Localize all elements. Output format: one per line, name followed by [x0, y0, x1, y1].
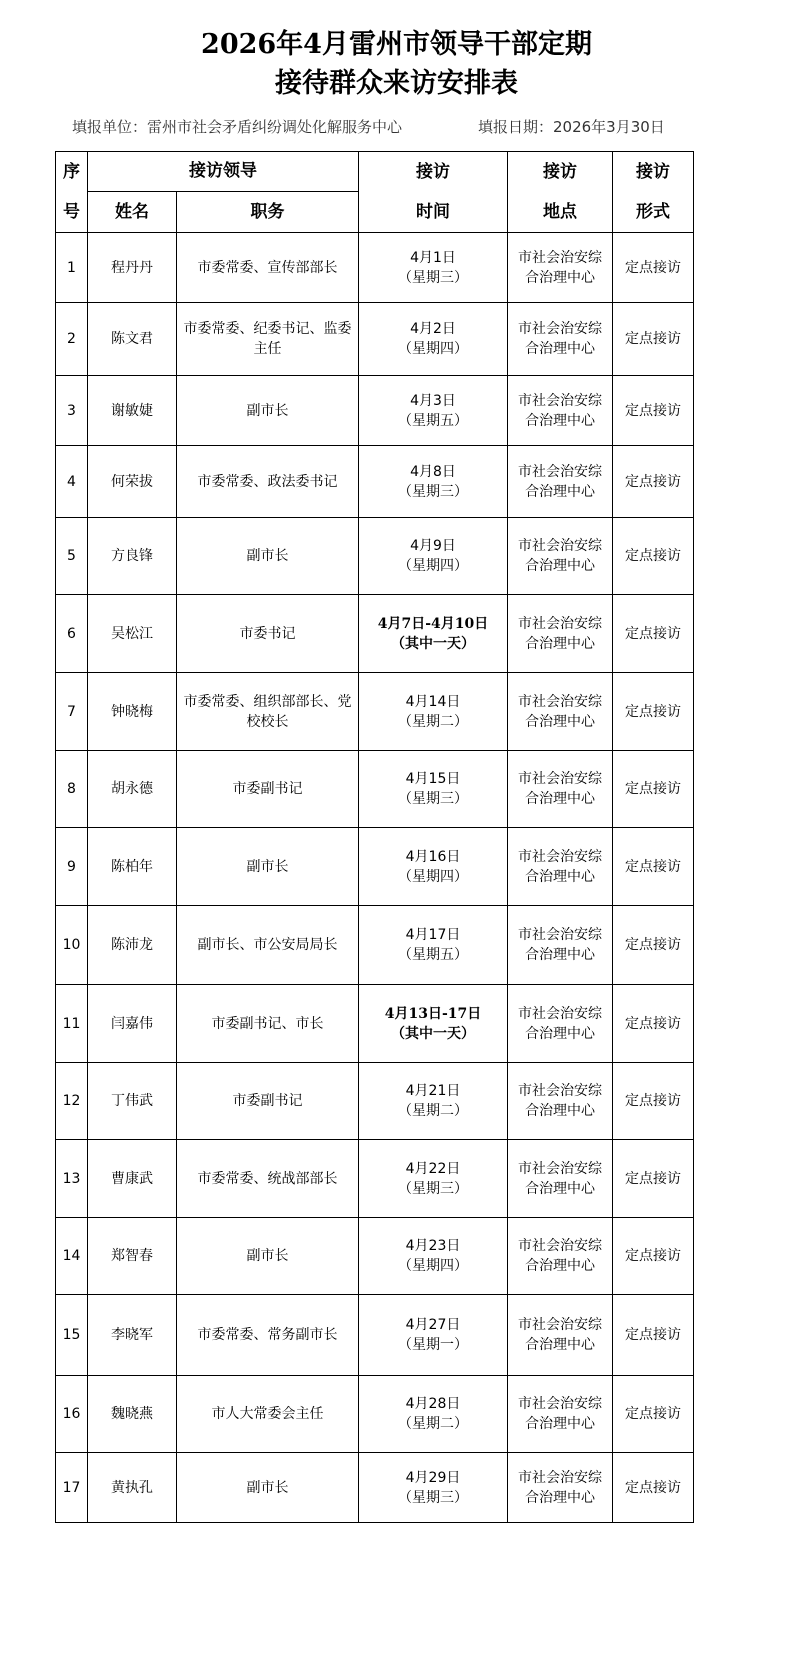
- leader-name: 陈柏年: [88, 828, 177, 906]
- reception-time: [359, 518, 508, 595]
- reception-place: 市社会治安综合治理中心: [508, 985, 613, 1063]
- reception-time: [359, 303, 508, 376]
- row-number: 10: [56, 906, 88, 985]
- leader-name: 胡永德: [88, 751, 177, 828]
- reception-place: 市社会治安综合治理中心: [508, 1453, 613, 1523]
- reception-place: 市社会治安综合治理中心: [508, 1140, 613, 1218]
- row-number: 11: [56, 985, 88, 1063]
- row-number: 1: [56, 233, 88, 303]
- reception-date: 4月15日: [405, 771, 461, 787]
- table-row: [56, 673, 694, 751]
- reception-date: 4月21日: [405, 1083, 461, 1099]
- leader-position: 市委常委、纪委书记、监委主任: [177, 303, 359, 376]
- leader-position: 副市长: [177, 1218, 359, 1295]
- table-row: [56, 1063, 694, 1140]
- leader-position: 市委书记: [177, 595, 359, 673]
- reception-form: 定点接访: [613, 1063, 694, 1140]
- reception-schedule-table: [55, 151, 694, 1523]
- row-number: 9: [56, 828, 88, 906]
- leader-name: 闫嘉伟: [88, 985, 177, 1063]
- reception-time: [359, 1218, 508, 1295]
- leader-name: 陈文君: [88, 303, 177, 376]
- header-time-bottom: 时间: [416, 202, 450, 222]
- reception-date: 4月3日: [410, 392, 456, 409]
- header-position: 职务: [177, 191, 359, 232]
- reception-day: （星期三）: [398, 483, 468, 500]
- reception-day: （星期四）: [398, 868, 468, 885]
- reception-day: （星期四）: [398, 1258, 468, 1274]
- header-seq: [56, 152, 88, 233]
- reception-place: 市社会治安综合治理中心: [508, 1218, 613, 1295]
- header-place-top: 接访: [543, 162, 577, 182]
- header-form-top: 接访: [636, 162, 670, 182]
- reception-form: 定点接访: [613, 1140, 694, 1218]
- table-row: [56, 906, 694, 985]
- leader-name: 郑智春: [88, 1218, 177, 1295]
- row-number: 2: [56, 303, 88, 376]
- reception-time: [359, 376, 508, 446]
- leader-position: 市委常委、宣传部部长: [177, 233, 359, 303]
- leader-name: 程丹丹: [88, 233, 177, 303]
- reception-time: [359, 1063, 508, 1140]
- reception-day: （星期五）: [398, 947, 468, 963]
- reception-day: （星期三）: [398, 791, 468, 807]
- leader-position: 副市长、市公安局局长: [177, 906, 359, 985]
- leader-position: 市委副书记、市长: [177, 985, 359, 1063]
- reception-date: 4月23日: [405, 1238, 461, 1254]
- reception-time: [359, 233, 508, 303]
- leader-position: 副市长: [177, 376, 359, 446]
- table-row: [56, 1453, 694, 1523]
- row-number: 6: [56, 595, 88, 673]
- leader-name: 黄执孔: [88, 1453, 177, 1523]
- reception-day: （星期五）: [398, 412, 468, 429]
- table-row: [56, 518, 694, 595]
- table-row: [56, 1376, 694, 1453]
- reception-time: [359, 906, 508, 985]
- table-body: [56, 233, 694, 1523]
- reception-date: 4月8日: [410, 463, 456, 480]
- row-number: 8: [56, 751, 88, 828]
- reception-day: （星期四）: [398, 558, 468, 574]
- reception-form: 定点接访: [613, 446, 694, 518]
- row-number: 4: [56, 446, 88, 518]
- reception-date: 4月7日-4月10日: [377, 615, 489, 632]
- reception-time: [359, 595, 508, 673]
- reception-form: 定点接访: [613, 751, 694, 828]
- table-row: [56, 376, 694, 446]
- reception-date: 4月9日: [410, 538, 456, 554]
- reception-form: 定点接访: [613, 1218, 694, 1295]
- reception-day: （星期三）: [398, 1489, 468, 1506]
- table-row: [56, 828, 694, 906]
- table-row: [56, 595, 694, 673]
- table-row: [56, 751, 694, 828]
- document-title-line-2: 接待群众来访安排表: [275, 68, 518, 99]
- header-seq-top: 序: [63, 162, 80, 182]
- reception-time: [359, 828, 508, 906]
- table-row: [56, 1140, 694, 1218]
- reception-day: （星期三）: [398, 269, 468, 286]
- header-leader-group: 接访领导: [88, 152, 359, 192]
- reception-date: 4月28日: [405, 1396, 461, 1412]
- table-row: [56, 303, 694, 376]
- reception-form: 定点接访: [613, 906, 694, 985]
- reception-place: 市社会治安综合治理中心: [508, 906, 613, 985]
- table-row: [56, 1295, 694, 1376]
- row-number: 5: [56, 518, 88, 595]
- leader-position: 市委常委、统战部部长: [177, 1140, 359, 1218]
- reception-time: [359, 1376, 508, 1453]
- reception-form: 定点接访: [613, 1295, 694, 1376]
- filing-date: 填报日期：2026年3月30日: [478, 118, 665, 136]
- row-number: 13: [56, 1140, 88, 1218]
- reception-place: 市社会治安综合治理中心: [508, 446, 613, 518]
- reception-day: （其中一天）: [391, 1025, 475, 1042]
- document-title-line-1: 2026年4月雷州市领导干部定期: [201, 29, 592, 60]
- reception-place: 市社会治安综合治理中心: [508, 233, 613, 303]
- reception-place: 市社会治安综合治理中心: [508, 828, 613, 906]
- leader-position: 市委副书记: [177, 751, 359, 828]
- reception-time: [359, 673, 508, 751]
- reception-time: [359, 985, 508, 1063]
- table-row: [56, 233, 694, 303]
- row-number: 16: [56, 1376, 88, 1453]
- reception-place: 市社会治安综合治理中心: [508, 1295, 613, 1376]
- leader-name: 吴松江: [88, 595, 177, 673]
- filing-unit: 填报单位：雷州市社会矛盾纠纷调处化解服务中心: [72, 118, 403, 136]
- header-seq-bottom: 号: [63, 202, 80, 222]
- reception-form: 定点接访: [613, 303, 694, 376]
- row-number: 15: [56, 1295, 88, 1376]
- reception-form: 定点接访: [613, 233, 694, 303]
- reception-time: [359, 1453, 508, 1523]
- reception-time: [359, 751, 508, 828]
- table-header: [56, 152, 694, 233]
- row-number: 14: [56, 1218, 88, 1295]
- reception-form: 定点接访: [613, 673, 694, 751]
- table-row: [56, 446, 694, 518]
- leader-position: 市委常委、常务副市长: [177, 1295, 359, 1376]
- leader-name: 丁伟武: [88, 1063, 177, 1140]
- leader-name: 陈沛龙: [88, 906, 177, 985]
- reception-day: （星期二）: [398, 1103, 468, 1119]
- reception-form: 定点接访: [613, 518, 694, 595]
- reception-place: 市社会治安综合治理中心: [508, 1063, 613, 1140]
- leader-name: 方良锋: [88, 518, 177, 595]
- reception-time: [359, 1140, 508, 1218]
- reception-date: 4月16日: [405, 848, 461, 865]
- reception-form: 定点接访: [613, 985, 694, 1063]
- header-time-top: 接访: [416, 162, 450, 182]
- reception-day: （其中一天）: [391, 635, 475, 652]
- header-place: [508, 152, 613, 233]
- leader-position: 市人大常委会主任: [177, 1376, 359, 1453]
- reception-time: [359, 1295, 508, 1376]
- reception-time: [359, 446, 508, 518]
- table-row: [56, 1218, 694, 1295]
- row-number: 17: [56, 1453, 88, 1523]
- leader-position: 市委常委、政法委书记: [177, 446, 359, 518]
- reception-place: 市社会治安综合治理中心: [508, 376, 613, 446]
- reception-form: 定点接访: [613, 376, 694, 446]
- reception-date: 4月14日: [405, 693, 461, 710]
- leader-position: 副市长: [177, 518, 359, 595]
- reception-date: 4月27日: [405, 1317, 461, 1333]
- row-number: 12: [56, 1063, 88, 1140]
- reception-place: 市社会治安综合治理中心: [508, 1376, 613, 1453]
- leader-position: 市委副书记: [177, 1063, 359, 1140]
- reception-place: 市社会治安综合治理中心: [508, 673, 613, 751]
- reception-place: 市社会治安综合治理中心: [508, 751, 613, 828]
- table-row: [56, 985, 694, 1063]
- reception-form: 定点接访: [613, 1376, 694, 1453]
- leader-position: 副市长: [177, 1453, 359, 1523]
- reception-date: 4月29日: [405, 1469, 461, 1486]
- reception-date: 4月13日-17日: [384, 1005, 482, 1022]
- reception-day: （星期一）: [398, 1337, 468, 1353]
- reception-place: 市社会治安综合治理中心: [508, 595, 613, 673]
- row-number: 3: [56, 376, 88, 446]
- reception-day: （星期三）: [398, 1180, 468, 1197]
- reception-place: 市社会治安综合治理中心: [508, 518, 613, 595]
- leader-position: 副市长: [177, 828, 359, 906]
- leader-name: 曹康武: [88, 1140, 177, 1218]
- reception-day: （星期二）: [398, 713, 468, 730]
- header-form-bottom: 形式: [636, 202, 670, 222]
- header-form: [613, 152, 694, 233]
- reception-date: 4月22日: [405, 1160, 461, 1177]
- reception-form: 定点接访: [613, 828, 694, 906]
- leader-position: 市委常委、组织部部长、党校校长: [177, 673, 359, 751]
- row-number: 7: [56, 673, 88, 751]
- reception-date: 4月17日: [405, 927, 461, 943]
- reception-day: （星期二）: [398, 1416, 468, 1432]
- header-place-bottom: 地点: [543, 202, 577, 222]
- leader-name: 何荣拔: [88, 446, 177, 518]
- reception-date: 4月2日: [410, 321, 456, 337]
- header-time: [359, 152, 508, 233]
- reception-place: 市社会治安综合治理中心: [508, 303, 613, 376]
- leader-name: 钟晓梅: [88, 673, 177, 751]
- leader-name: 魏晓燕: [88, 1376, 177, 1453]
- leader-name: 李晓军: [88, 1295, 177, 1376]
- header-name: 姓名: [88, 191, 177, 232]
- reception-date: 4月1日: [410, 249, 456, 266]
- reception-day: （星期四）: [398, 341, 468, 357]
- leader-name: 谢敏婕: [88, 376, 177, 446]
- reception-form: 定点接访: [613, 595, 694, 673]
- reception-form: 定点接访: [613, 1453, 694, 1523]
